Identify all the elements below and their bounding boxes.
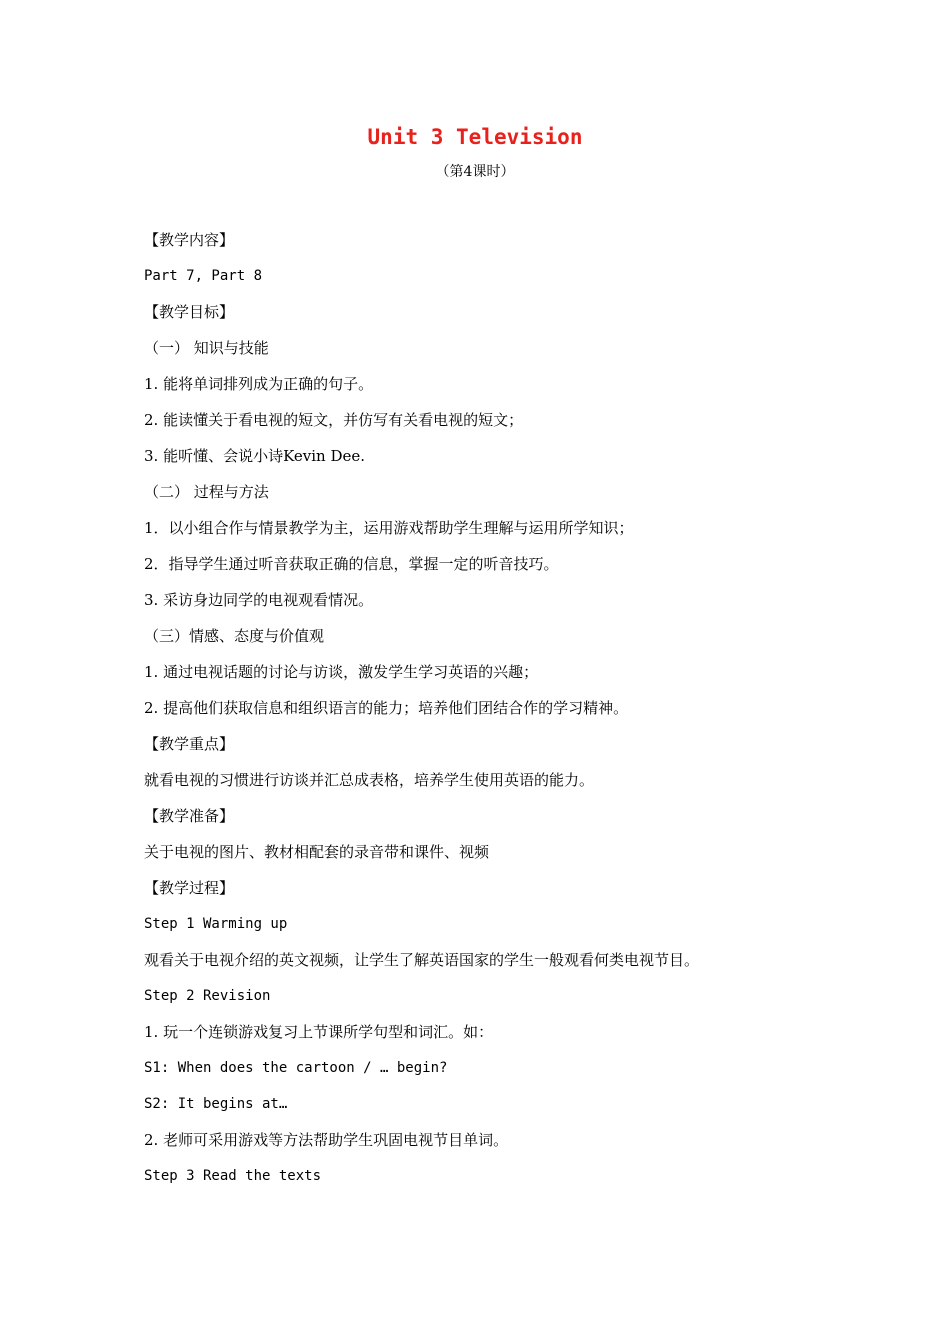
text-line: Part 7, Part 8 (144, 268, 263, 284)
section-heading: 【教学过程】 (144, 879, 235, 897)
text-line: 2. 老师可采用游戏等方法帮助学生巩固电视节目单词。 (144, 1131, 509, 1149)
text-line: 3. 采访身边同学的电视观看情况。 (144, 591, 374, 609)
document-title: Unit 3 Television (367, 125, 583, 149)
text-line: 1. 通过电视话题的讨论与访谈，激发学生学习英语的兴趣； (144, 663, 539, 681)
document-body (144, 226, 844, 1198)
text-line: 2. 提高他们获取信息和组织语言的能力；培养他们团结合作的学习精神。 (144, 699, 629, 717)
text-line: 1．以小组合作与情景教学为主，运用游戏帮助学生理解与运用所学知识； (144, 519, 634, 537)
step-heading: Step 2 Revision (144, 988, 271, 1004)
section-heading: 【教学重点】 (144, 735, 235, 753)
section-heading: 【教学目标】 (144, 303, 235, 321)
text-line: 2．指导学生通过听音获取正确的信息，掌握一定的听音技巧。 (144, 555, 559, 573)
step-heading: Step 1 Warming up (144, 916, 288, 932)
lesson-period: （第4课时） (435, 164, 515, 180)
text-line: 1. 能将单词排列成为正确的句子。 (144, 375, 374, 393)
text-line: 1. 玩一个连锁游戏复习上节课所学句型和词汇。如： (144, 1023, 494, 1041)
dialogue-line: S2: It begins at… (144, 1096, 288, 1112)
section-heading: 【教学内容】 (144, 231, 235, 249)
step-heading: Step 3 Read the texts (144, 1168, 322, 1184)
dialogue-line: S1: When does the cartoon / … begin? (144, 1060, 448, 1076)
section-heading: 【教学准备】 (144, 807, 235, 825)
subsection-heading: （二） 过程与方法 (144, 483, 269, 501)
text-line: 关于电视的图片、教材相配套的录音带和课件、视频 (144, 843, 490, 861)
text-line: 3. 能听懂、会说小诗Kevin Dee. (144, 447, 366, 465)
text-line: 2. 能读懂关于看电视的短文，并仿写有关看电视的短文； (144, 411, 524, 429)
subsection-heading: （一） 知识与技能 (144, 339, 269, 357)
text-line: 就看电视的习惯进行访谈并汇总成表格，培养学生使用英语的能力。 (144, 771, 595, 789)
text-line: 观看关于电视介绍的英文视频，让学生了解英语国家的学生一般观看何类电视节目。 (144, 951, 700, 969)
subsection-heading: （三）情感、态度与价值观 (144, 627, 325, 645)
